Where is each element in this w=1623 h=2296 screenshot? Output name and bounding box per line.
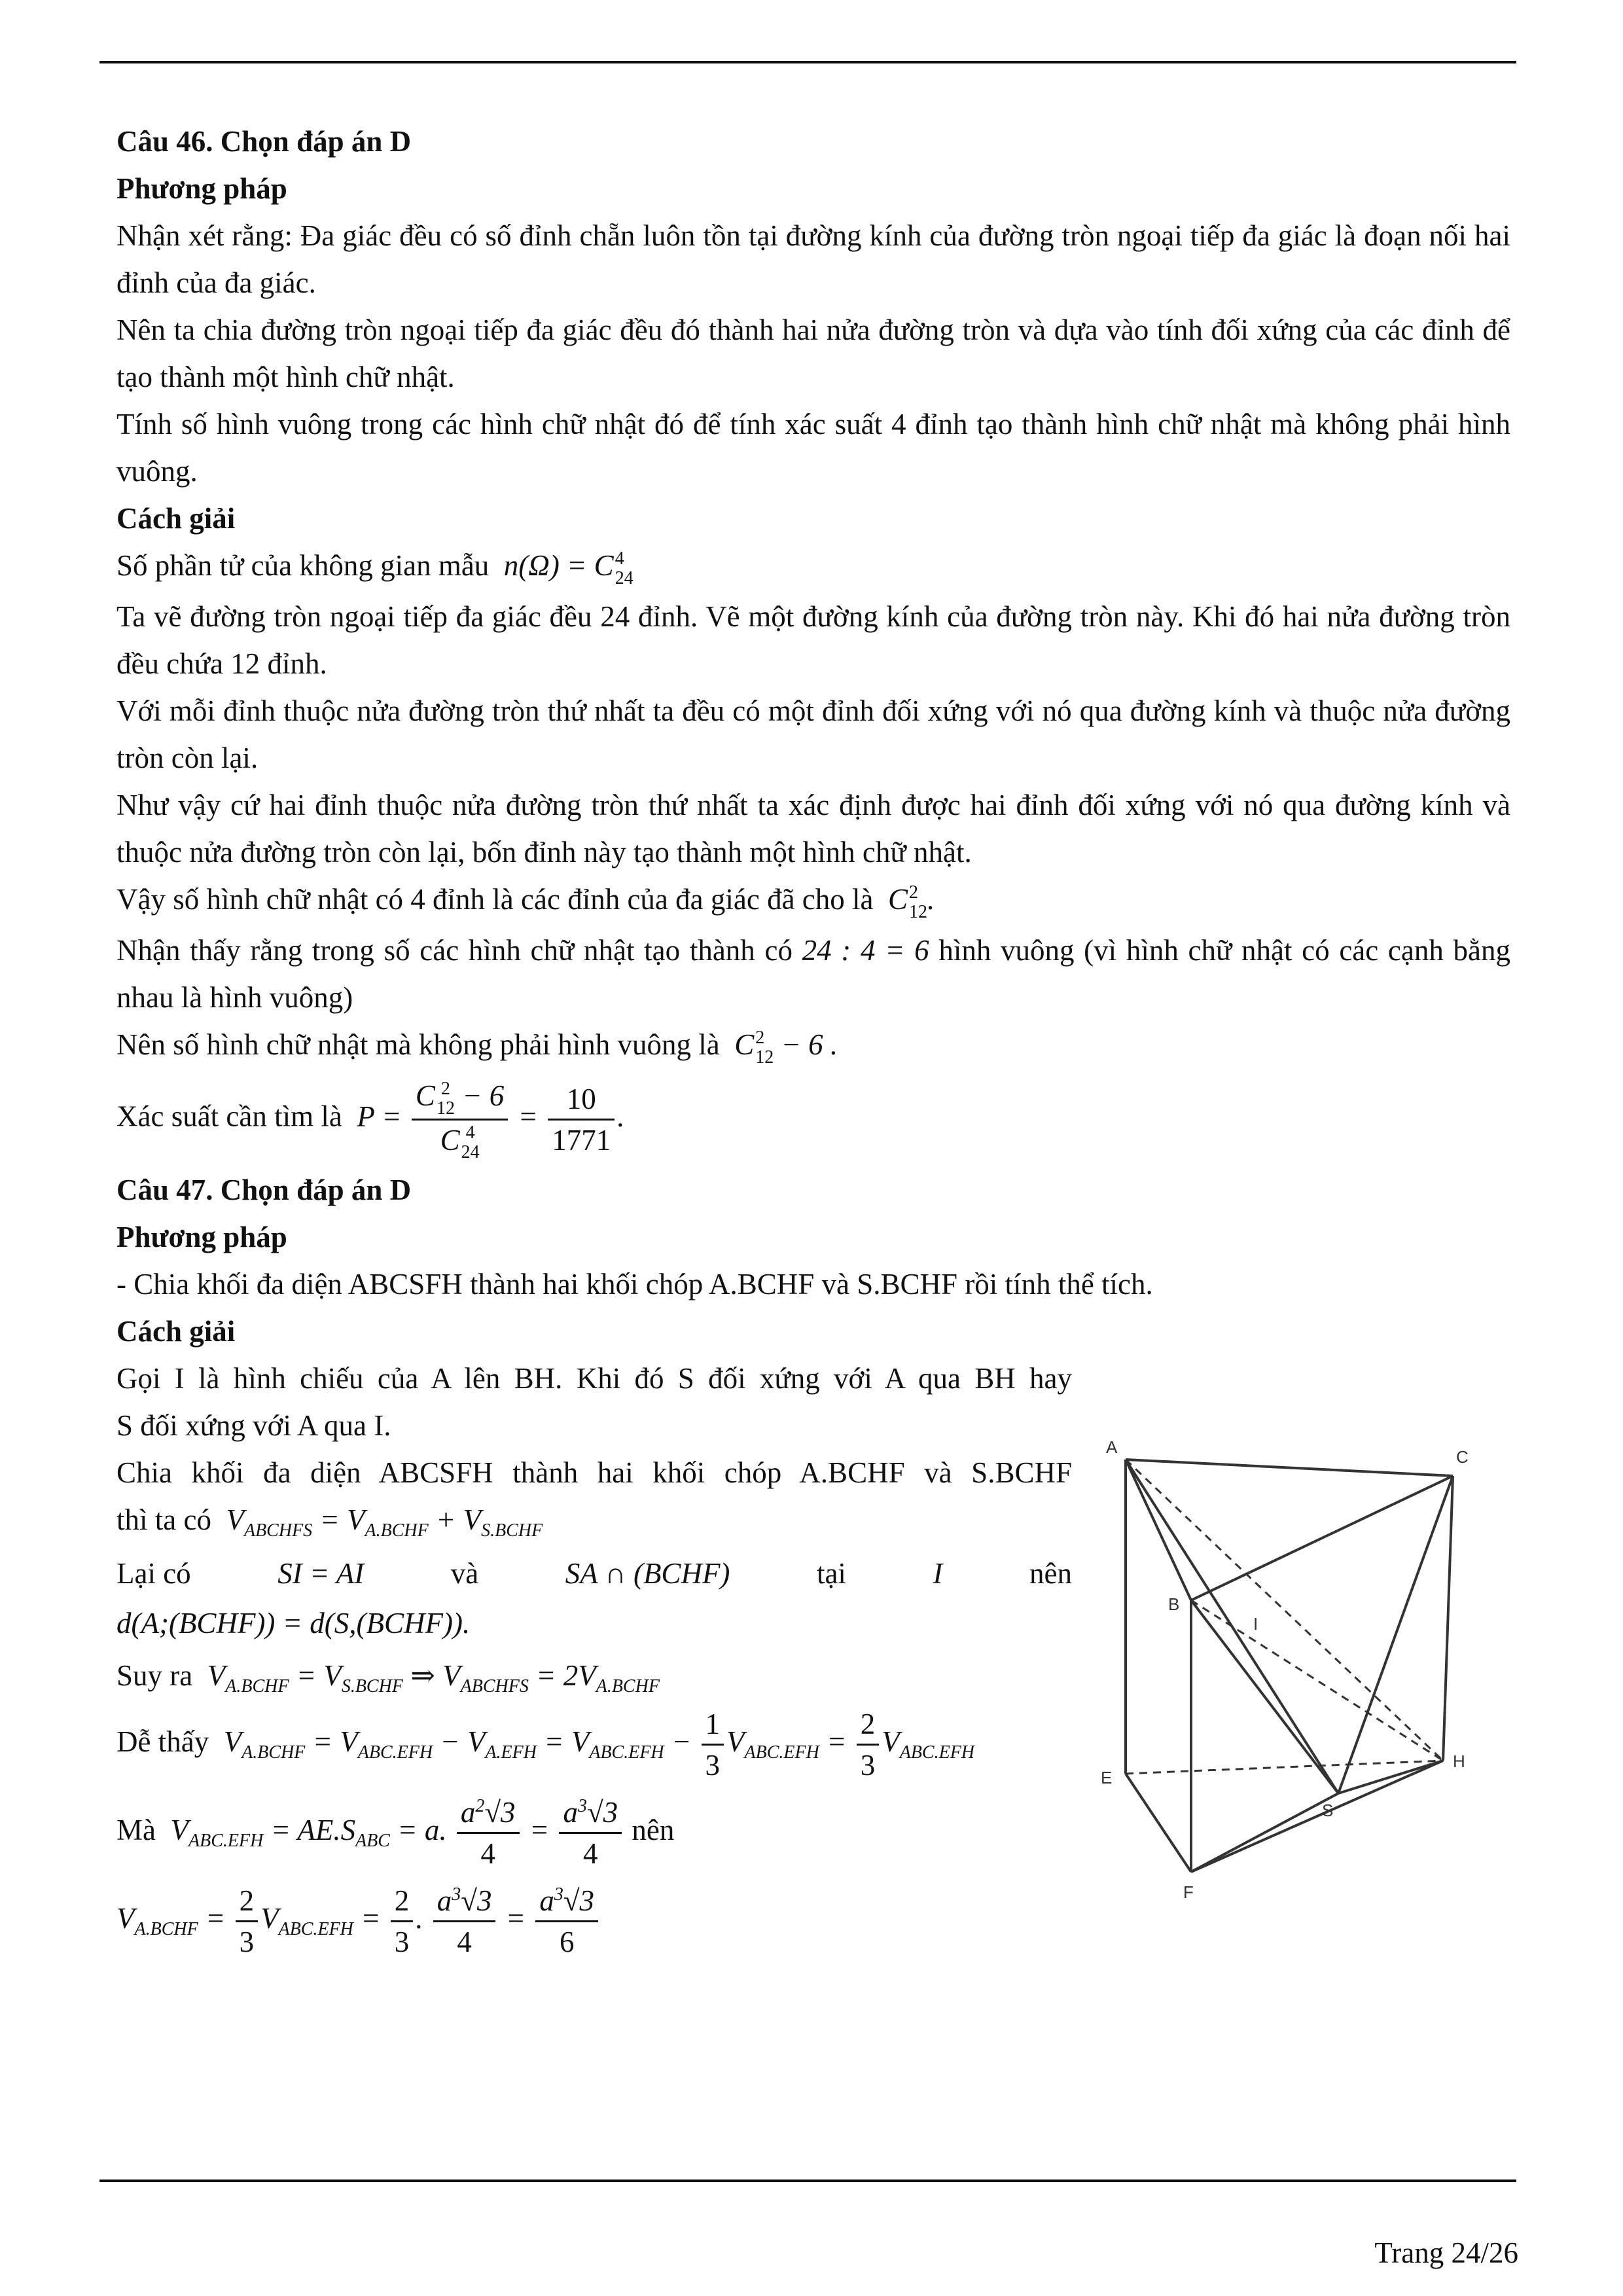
rect-count-text: Vậy số hình chữ nhật có 4 đỉnh là các đỉnh của đa giác đã cho là <box>116 883 874 916</box>
edge-eh <box>1126 1761 1443 1774</box>
edge-bs <box>1191 1600 1338 1793</box>
ma-formula: $V_{ABC.EFH} = AE.S_{ABC} = a$. $\frac{a^2√3}{4}$ = $\frac{a^3√3}{4}$ <box>163 1814 624 1846</box>
prism-figure <box>1086 1420 1479 1911</box>
suy-ra-text: Suy ra <box>116 1659 193 1693</box>
q46-sample-space <box>116 542 1510 589</box>
point-i: I <box>933 1557 943 1590</box>
line5-c: tại <box>816 1557 846 1590</box>
label-s: S <box>1322 1801 1334 1820</box>
q47-result <box>116 1881 1072 1962</box>
q47-title: Câu 47. Chọn đáp án D <box>116 1174 412 1207</box>
q46-solution-heading: Cách giải <box>116 502 236 535</box>
label-h: H <box>1453 1751 1465 1771</box>
nen-text: nên <box>632 1814 675 1847</box>
page-number: Trang 24/26 <box>1374 2236 1518 2269</box>
q46-solution-para-1: Ta vẽ đường tròn ngoại tiếp đa giác đều 24 đỉnh. Vẽ một đường kính của đường tròn này. Khi đó hai nửa đường tròn đều chứa 12 đỉnh. <box>116 600 1510 680</box>
q46-solution-para-3: Như vậy cứ hai đỉnh thuộc nửa đường tròn thứ nhất ta xác định được hai đỉnh đối xứng với nó qua đường kính và thuộc nửa đường tròn còn lại, bốn đỉnh này tạo thành một hình chữ nhật. <box>116 789 1510 869</box>
suy-ra-formula: $V_{A.BCHF} = V_{S.BCHF}$ ⇒ $V_{ABCHFS} = 2V_{A.BCHF}$ <box>200 1659 660 1697</box>
prob-text: Xác suất cần tìm là <box>116 1100 342 1133</box>
q46-rect-count <box>116 876 1510 923</box>
edge-ef <box>1126 1774 1191 1872</box>
q47-line-3: Chia khối đa diện ABCSFH thành hai khối chóp A.BCHF và S.BCHF <box>116 1456 1072 1490</box>
footer-rule <box>99 2179 1516 2182</box>
nonsquare-formula: C 2 12 − 6 . <box>727 1027 838 1067</box>
q47-method-heading: Phương pháp <box>116 1221 287 1254</box>
q46-probability <box>116 1076 1510 1162</box>
nonsquare-text: Nên số hình chữ nhật mà không phải hình vuông là <box>116 1028 720 1061</box>
label-b: B <box>1168 1594 1180 1614</box>
header-rule <box>99 61 1516 63</box>
line4-prefix: thì ta có <box>116 1503 211 1537</box>
sample-space-text: Số phần tử của không gian mẫu <box>116 549 490 582</box>
q47-suy-ra <box>116 1652 1072 1699</box>
result-formula: $V_{A.BCHF}$ = $\frac{2}{3}$ $V_{ABC.EFH}$ = $\frac{2}{3}$ . $\frac{a^3√3}{4}$ = $\frac{a^3√3}{6}$ <box>116 1902 601 1935</box>
sample-space-formula: n(Ω) = C 4 24 <box>496 548 633 588</box>
line5-a: Lại có <box>116 1557 191 1590</box>
label-c: C <box>1456 1447 1469 1467</box>
edge-ac <box>1126 1460 1453 1476</box>
q46-nonsquare <box>116 1021 1510 1068</box>
edge-fh <box>1191 1761 1443 1872</box>
de-thay-text: Dễ thấy <box>116 1725 209 1759</box>
edge-sh <box>1338 1761 1443 1793</box>
si-ai-eq: SI = AI <box>277 1557 365 1590</box>
q47-line-5 <box>116 1550 1072 1597</box>
square-text-a: Nhận thấy rằng trong số các hình chữ nhật tạo thành có <box>116 934 793 967</box>
label-f: F <box>1183 1882 1194 1902</box>
q47-line-2: S đối xứng với A qua I. <box>116 1409 391 1443</box>
q46-method-para-3: Tính số hình vuông trong các hình chữ nhật đó để tính xác suất 4 đỉnh tạo thành hình chữ nhật mà không phải hình vuông. <box>116 408 1510 488</box>
q46-method-para-2: Nên ta chia đường tròn ngoại tiếp đa giác đều đó thành hai nửa đường tròn và dựa vào tính đối xứng của các đỉnh để tạo thành một hình chữ nhật. <box>116 314 1510 393</box>
intersect-eq: SA ∩ (BCHF) <box>565 1557 730 1590</box>
q47-line-1: Gọi I là hình chiếu của A lên BH. Khi đó S đối xứng với A qua BH hay <box>116 1362 1072 1395</box>
label-i: I <box>1253 1614 1258 1634</box>
q46-square <box>116 927 1510 1021</box>
edge-bh <box>1191 1600 1443 1761</box>
edge-sf <box>1191 1793 1338 1872</box>
q47-solution-heading: Cách giải <box>116 1315 236 1348</box>
q47-method-text: - Chia khối đa diện ABCSFH thành hai khối chóp A.BCHF và S.BCHF rồi tính thể tích. <box>116 1268 1153 1301</box>
q46-method-heading: Phương pháp <box>116 172 287 205</box>
edge-ch <box>1443 1476 1453 1761</box>
label-a: A <box>1106 1437 1118 1457</box>
line5-d: nên <box>1029 1557 1072 1590</box>
rect-count-formula: C 2 12 . <box>880 882 935 922</box>
de-thay-formula: $V_{A.BCHF} = V_{ABC.EFH} - V_{A.EFH} = V_{ABC.EFH}$ − $\frac{1}{3}$ $V_{ABC.EFH}$ = $\frac{2}{3}$ $V_{ABC.EFH}$ <box>216 1725 974 1758</box>
q47-solution-column <box>116 1355 1072 1962</box>
q46-title: Câu 46. Chọn đáp án D <box>116 125 412 158</box>
ma-text: Mà <box>116 1814 156 1847</box>
volume-sum-formula: $V_{ABCHFS} = V_{A.BCHF} + V_{S.BCHF}$ <box>219 1503 543 1541</box>
q47-de-thay <box>116 1704 1072 1785</box>
line5-b: và <box>450 1557 479 1590</box>
q46-solution-para-2: Với mỗi đỉnh thuộc nửa đường tròn thứ nhất ta đều có một đỉnh đối xứng với nó qua đường kính và thuộc nửa đường tròn còn lại. <box>116 694 1510 774</box>
q47-ma <box>116 1793 1072 1873</box>
label-e: E <box>1101 1768 1113 1787</box>
square-eq: 24 : 4 = 6 <box>802 934 929 967</box>
edge-ab <box>1126 1460 1191 1600</box>
q47-distance-eq <box>116 1600 1072 1647</box>
q47-line-4 <box>116 1496 1072 1543</box>
distance-formula: d(A;(BCHF)) = d(S,(BCHF)). <box>116 1607 471 1640</box>
prob-formula: P = C 2 12 − 6 C 4 24 = $\frac{10}{1771}$ . <box>349 1100 624 1133</box>
q46-method-para-1: Nhận xét rằng: Đa giác đều có số đỉnh chẵn luôn tồn tại đường kính của đường tròn ngoại tiếp đa giác là đoạn nối hai đỉnh của đa giác. <box>116 219 1510 299</box>
square-text-b: hình vuông (vì hình chữ nhật có các cạnh bằng nhau là hình vuông) <box>116 934 1510 1014</box>
